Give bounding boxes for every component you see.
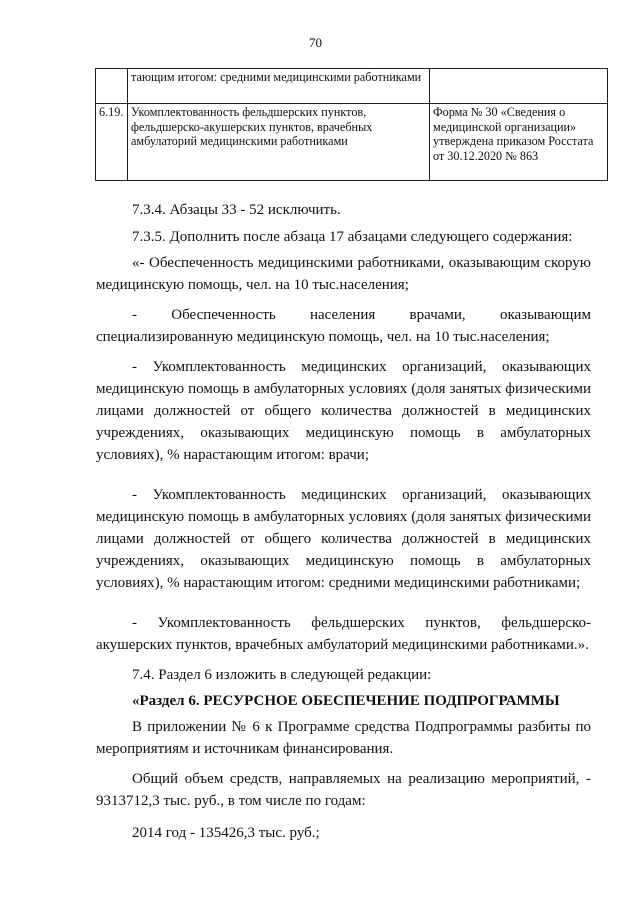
paragraph-bullet-nurses: - Укомплектованность медицинских организаций, оказывающих медицинскую помощь в амбулаторных условиях (доля занятых физическими лицами должностей от общего количества должностей в медицинских учреждениях, оказывающих медицинскую помощь в амбулаторных условиях), % нарастающим итогом: средними медицинскими работниками; (96, 487, 591, 591)
indicator-table (95, 68, 608, 181)
paragraph-bullet-specialized: - Обеспеченность населения врачами, оказывающим специализированную медицинскую помощь, чел. на 10 тыс.населения; (96, 307, 591, 345)
source-cell (430, 69, 608, 104)
source-cell: Форма № 30 «Сведения о медицинской организации» утверждена приказом Росстата от 30.12.2020 № 863 (430, 104, 608, 181)
paragraph-bullet-ambulance: «- Обеспеченность медицинскими работниками, оказывающим скорую медицинскую помощь, чел. на 10 тыс.населения; (96, 255, 591, 293)
table-row (96, 104, 608, 181)
paragraph-appendix: В приложении № 6 к Программе средства Подпрограммы разбиты по мероприятиям и источникам финансирования. (96, 719, 591, 757)
indicator-cell: тающим итогом: средними медицинскими работниками (128, 69, 430, 104)
paragraph-total-volume: Общий объем средств, направляемых на реализацию мероприятий, - 9313712,3 тыс. руб., в том числе по годам: (96, 771, 591, 809)
table-row (96, 69, 608, 104)
paragraph-year-2014: 2014 год - 135426,3 тыс. руб.; (132, 825, 320, 841)
paragraph-item-7-3-5: 7.3.5. Дополнить после абзаца 17 абзацами следующего содержания: (132, 229, 573, 245)
indicator-cell: Укомплектованность фельдшерских пунктов, фельдшерско-акушерских пунктов, врачебных амбулаторий медицинскими работниками (128, 104, 430, 181)
paragraph-item-7-3-4: 7.3.4. Абзацы 33 - 52 исключить. (132, 202, 341, 218)
section-heading: «Раздел 6. РЕСУРСНОЕ ОБЕСПЕЧЕНИЕ ПОДПРОГРАММЫ (132, 693, 560, 709)
page-number: 70 (309, 35, 322, 50)
row-number-cell (96, 69, 128, 104)
paragraph-bullet-feldsher: - Укомплектованность фельдшерских пунктов, фельдшерско-акушерских пунктов, врачебных амбулаторий медицинскими работниками.». (96, 615, 591, 653)
row-number-cell: 6.19. (96, 104, 128, 181)
paragraph-bullet-doctors: - Укомплектованность медицинских организаций, оказывающих медицинскую помощь в амбулаторных условиях (доля занятых физическими лицами должностей от общего количества должностей в медицинских учреждениях, оказывающих медицинскую помощь в амбулаторных условиях), % нарастающим итогом: врачи; (96, 359, 591, 463)
paragraph-item-7-4: 7.4. Раздел 6 изложить в следующей редакции: (132, 667, 432, 683)
